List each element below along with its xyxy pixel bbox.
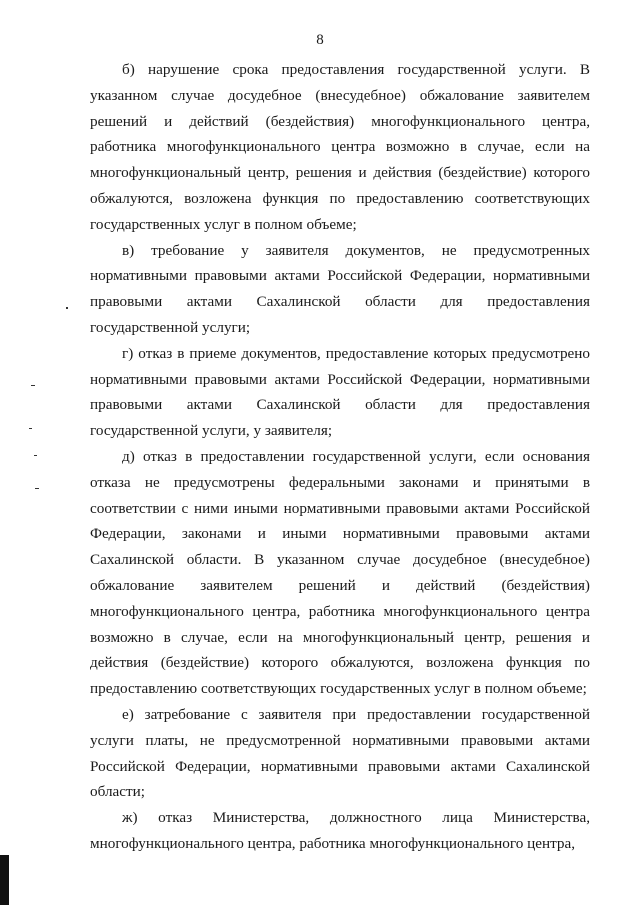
scan-speck <box>34 455 37 456</box>
paragraph-v: в) требование у заявителя документов, не предусмотренных нормативными правовыми актами Российской Федерации, нормативными правовыми актами Сахалинской области для предоставления государственной услуги; <box>90 241 590 336</box>
paragraph-e: е) затребование с заявителя при предоставлении государственной услуги платы, не предусмотренной нормативными правовыми актами Российской Федерации, нормативными правовыми актами Сахалинской области; <box>90 705 590 801</box>
scan-speck <box>35 488 39 489</box>
scan-speck <box>66 307 68 309</box>
scan-speck <box>31 385 35 386</box>
paragraph-d: д) отказ в предоставлении государственной услуги, если основания отказа не предусмотрены федеральными законами и принятыми в соответствии с ними иными нормативными правовыми актами Российской Федерации, законами и иными нормативными правовыми актами Сахалинской области. В указанном случае досудебное (внесудебное) обжалование заявителем решений и действий (бездействия) многофункционального центра, работника многофункционального центра возможно в случае, если на многофункциональный центр, решения и действия (бездействие) которого обжалуются, возложена функция по предоставлению соответствующих государственных услуг в полном объеме; <box>90 447 590 698</box>
scan-speck <box>29 428 32 429</box>
document-body <box>90 57 590 857</box>
page-number: 8 <box>316 32 324 48</box>
scan-edge-bar <box>0 855 9 905</box>
paragraph-zh: ж) отказ Министерства, должностного лица Министерства, многофункционального центра, работника многофункционального центра, <box>90 809 590 852</box>
paragraph-g: г) отказ в приеме документов, предоставление которых предусмотрено нормативными правовыми актами Российской Федерации, нормативными правовыми актами Сахалинской области для предоставления государственной услуги, у заявителя; <box>90 344 590 440</box>
paragraph-b: б) нарушение срока предоставления государственной услуги. В указанном случае досудебное (внесудебное) обжалование заявителем решений и действий (бездействия) многофункционального центра, работника многофункционального центра возможно в случае, если на многофункциональный центр, решения и действия (бездействие) которого обжалуются, возложена функция по предоставлению соответствующих государственных услуг в полном объеме; <box>90 61 590 233</box>
